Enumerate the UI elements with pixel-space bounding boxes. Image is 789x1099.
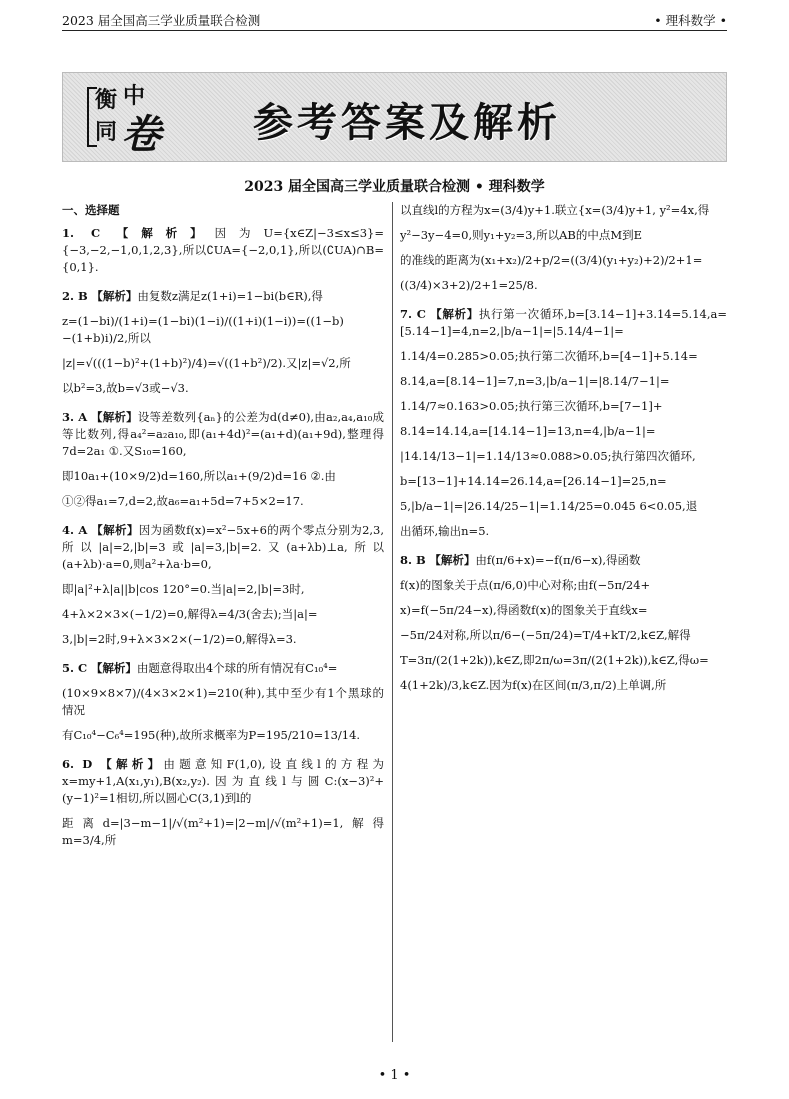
answer-text: 以直线l的方程为x=(3/4)y+1.联立{x=(3/4)y+1, y²=4x,得 [400,203,710,217]
answer-line [400,577,727,594]
answer-line [400,523,727,540]
answer-line [62,380,384,397]
answer-line [62,727,384,744]
answer-text: −5π/24对称,所以π/6−(−5π/24)=T/4+kT/2,k∈Z,解得 [400,628,691,642]
answer-text: b=[13−1]+14.14=26.14,a=[26.14−1]=25,n= [400,474,667,488]
answer-item [400,552,727,694]
answer-number: 7. C [400,307,426,321]
answer-line [62,355,384,372]
running-header [62,8,727,31]
answer-text: 由题意知F(1,0),设直线l的方程为x=my+1,A(x₁,y₁),B(x₂,y₂).因为直线l与圆C:(x−3)²+(y−1)²=1相切,所以圆心C(3,1)到l的 [62,757,385,805]
answer-line [62,468,384,485]
right-answer-list [400,202,727,694]
answer-text: 4(1+2k)/3,k∈Z.因为f(x)在区间(π/3,π/2)上单调,所 [400,678,667,692]
answer-line [62,815,384,849]
answer-text: ①②得a₁=7,d=2,故a₆=a₁+5d=7+5×2=17. [62,494,304,508]
page-number: • 1 • [378,1068,411,1083]
answer-number: 2. B [62,289,88,303]
answer-number: 6. D [62,757,93,771]
logo-char-4: 卷 [121,111,161,158]
answer-item [62,288,384,397]
answer-line [400,473,727,490]
answer-line [62,313,384,347]
answer-text: 即|a|²+λ|a||b|cos 120°=0.当|a|=2,|b|=3时, [62,582,305,596]
answer-text: T=3π/(2(1+2k)),k∈Z,即2π/ω=3π/(2(1+2k)),k∈Z,得ω= [400,653,709,667]
answer-number: 5. C [62,661,88,675]
answer-number: 3. A [62,410,88,424]
answer-item [62,522,384,648]
answer-text: |14.14/13−1|=1.14/13≈0.088>0.05;执行第四次循环, [400,449,696,463]
answer-text: 8.14,a=[8.14−1]=7,n=3,|b/a−1|=|8.14/7−1|= [400,374,670,388]
answer-line [400,448,727,465]
logo-char-3: 同 [95,119,118,145]
answer-line [400,348,727,365]
answer-item [62,225,384,276]
answer-line [400,306,727,340]
answer-text: 设等差数列{aₙ}的公差为d(d≠0),由a₂,a₄,a₁₀成等比数列,得a₄²=a₂a₁₀,即(a₁+4d)²=(a₁+d)(a₁+9d),整理得7d=2a₁ ①.又S₁₀=160, [62,410,385,458]
answer-text: y²−3y−4=0,则y₁+y₂=3,所以AB的中点M到E [400,228,642,242]
answer-line [62,756,384,807]
answer-line [400,252,727,269]
answer-text: 由题意得取出4个球的所有情况有C₁₀⁴= [136,661,338,675]
answer-text: 以b²=3,故b=√3或−√3. [62,381,189,395]
section-heading: 一、选择题 [62,203,120,217]
answer-line [400,498,727,515]
answer-text: 的准线的距离为(x₁+x₂)/2+p/2=((3/4)(y₁+y₂)+2)/2+1= [400,253,703,267]
answer-text: 8.14=14.14,a=[14.14−1]=13,n=4,|b/a−1|= [400,424,656,438]
answer-item [62,660,384,744]
answer-line [400,627,727,644]
answer-line [62,225,384,276]
answer-text: 3,|b|=2时,9+λ×3×2×(−1/2)=0,解得λ=3. [62,632,297,646]
answer-text: 出循环,输出n=5. [400,524,490,538]
answer-text: z=(1−bi)/(1+i)=(1−bi)(1−i)/((1+i)(1−i))=((1−b)−(1+b)i)/2,所以 [62,314,344,345]
answer-line [400,373,727,390]
answer-number: 8. B [400,553,426,567]
brand-logo [85,81,185,158]
answer-number: 4. A [62,523,88,537]
column-divider [392,202,393,1042]
answer-text: x)=f(−5π/24−x),得函数f(x)的图象关于直线x= [400,603,648,617]
answer-number: 1. C [62,226,101,240]
answer-line [400,552,727,569]
answer-text: 5,|b/a−1|=|26.14/25−1|=1.14/25=0.045 6<0.05,退 [400,499,698,513]
header-subject: • 理科数学 • [654,13,727,28]
answer-item [400,306,727,540]
answer-line [62,660,384,677]
answer-line [400,602,727,619]
answer-line [400,227,727,244]
analysis-tag: 【解析】 [116,226,215,240]
answer-item [62,756,384,849]
left-answer-list [62,225,384,849]
answer-text: f(x)的图象关于点(π/6,0)中心对称;由f(−5π/24+ [400,578,651,592]
answer-line [62,288,384,305]
answer-item [62,409,384,510]
header-exam-name: 2023 届全国高三学业质量联合检测 [62,13,261,28]
answer-text: 因为U={x∈Z|−3≤x≤3}={−3,−2,−1,0,1,2,3},所以∁UA={−2,0,1},所以(∁UA)∩B={0,1}. [62,226,384,274]
answer-line [400,423,727,440]
answer-line [62,409,384,460]
answer-text: 1.14/7≈0.163>0.05;执行第三次循环,b=[7−1]+ [400,399,663,413]
answer-line [400,277,727,294]
answer-text: 执行第一次循环,b=[3.14−1]+3.14=5.14,a=[5.14−1]=4,n=2,|b/a−1|=|5.14/4−1|= [400,307,727,338]
analysis-tag: 【解析】 [430,307,479,321]
analysis-tag: 【解析】 [91,410,138,424]
answer-text: 1.14/4=0.285>0.05;执行第二次循环,b=[4−1]+5.14= [400,349,698,363]
answer-line [62,493,384,510]
analysis-tag: 【解析】 [429,553,476,567]
answer-text: 因为函数f(x)=x²−5x+6的两个零点分别为2,3,所以|a|=2,|b|=3或|a|=3,|b|=2.又(a+λb)⊥a,所以(a+λb)·a=0,则a²+λa·b=0, [62,523,385,571]
analysis-tag: 【解析】 [90,661,137,675]
answer-line [400,202,727,219]
answer-line [62,606,384,623]
answer-text: ((3/4)×3+2)/2+1=25/8. [400,278,538,292]
answer-text: 由复数z满足z(1+i)=1−bi(b∈R),得 [137,289,323,303]
answer-line [62,581,384,598]
banner-title: 参考答案及解析 [253,100,561,146]
answer-line [62,631,384,648]
answer-text: 距离d=|3−m−1|/√(m²+1)=|2−m|/√(m²+1)=1,解得m=3/4,所 [62,816,384,847]
left-column [62,202,384,861]
document-title: 2023 届全国高三学业质量联合检测 • 理科数学 [244,179,545,195]
answer-text: 有C₁₀⁴−C₆⁴=195(种),故所求概率为P=195/210=13/14. [62,728,361,742]
logo-char-2: 中 [123,83,146,109]
answer-text: 4+λ×2×3×(−1/2)=0,解得λ=4/3(舍去);当|a|= [62,607,318,621]
logo-char-1: 衡 [95,87,118,113]
answer-line [400,677,727,694]
answer-banner [62,72,727,162]
answer-text: |z|=√(((1−b)²+(1+b)²)/4)=√((1+b²)/2).又|z|=√2,所 [62,356,351,370]
answer-text: (10×9×8×7)/(4×3×2×1)=210(种),其中至少有1个黑球的情况 [62,686,384,717]
analysis-tag: 【解析】 [91,289,138,303]
answer-text: 由f(π/6+x)=−f(π/6−x),得函数 [475,553,641,567]
answer-line [62,685,384,719]
right-column [400,202,727,706]
answer-line [62,522,384,573]
analysis-tag: 【解析】 [91,523,139,537]
answer-line [400,652,727,669]
answer-item [400,202,727,294]
answer-line [400,398,727,415]
analysis-tag: 【解析】 [100,757,164,771]
answer-text: 即10a₁+(10×9/2)d=160,所以a₁+(9/2)d=16 ②.由 [62,469,336,483]
